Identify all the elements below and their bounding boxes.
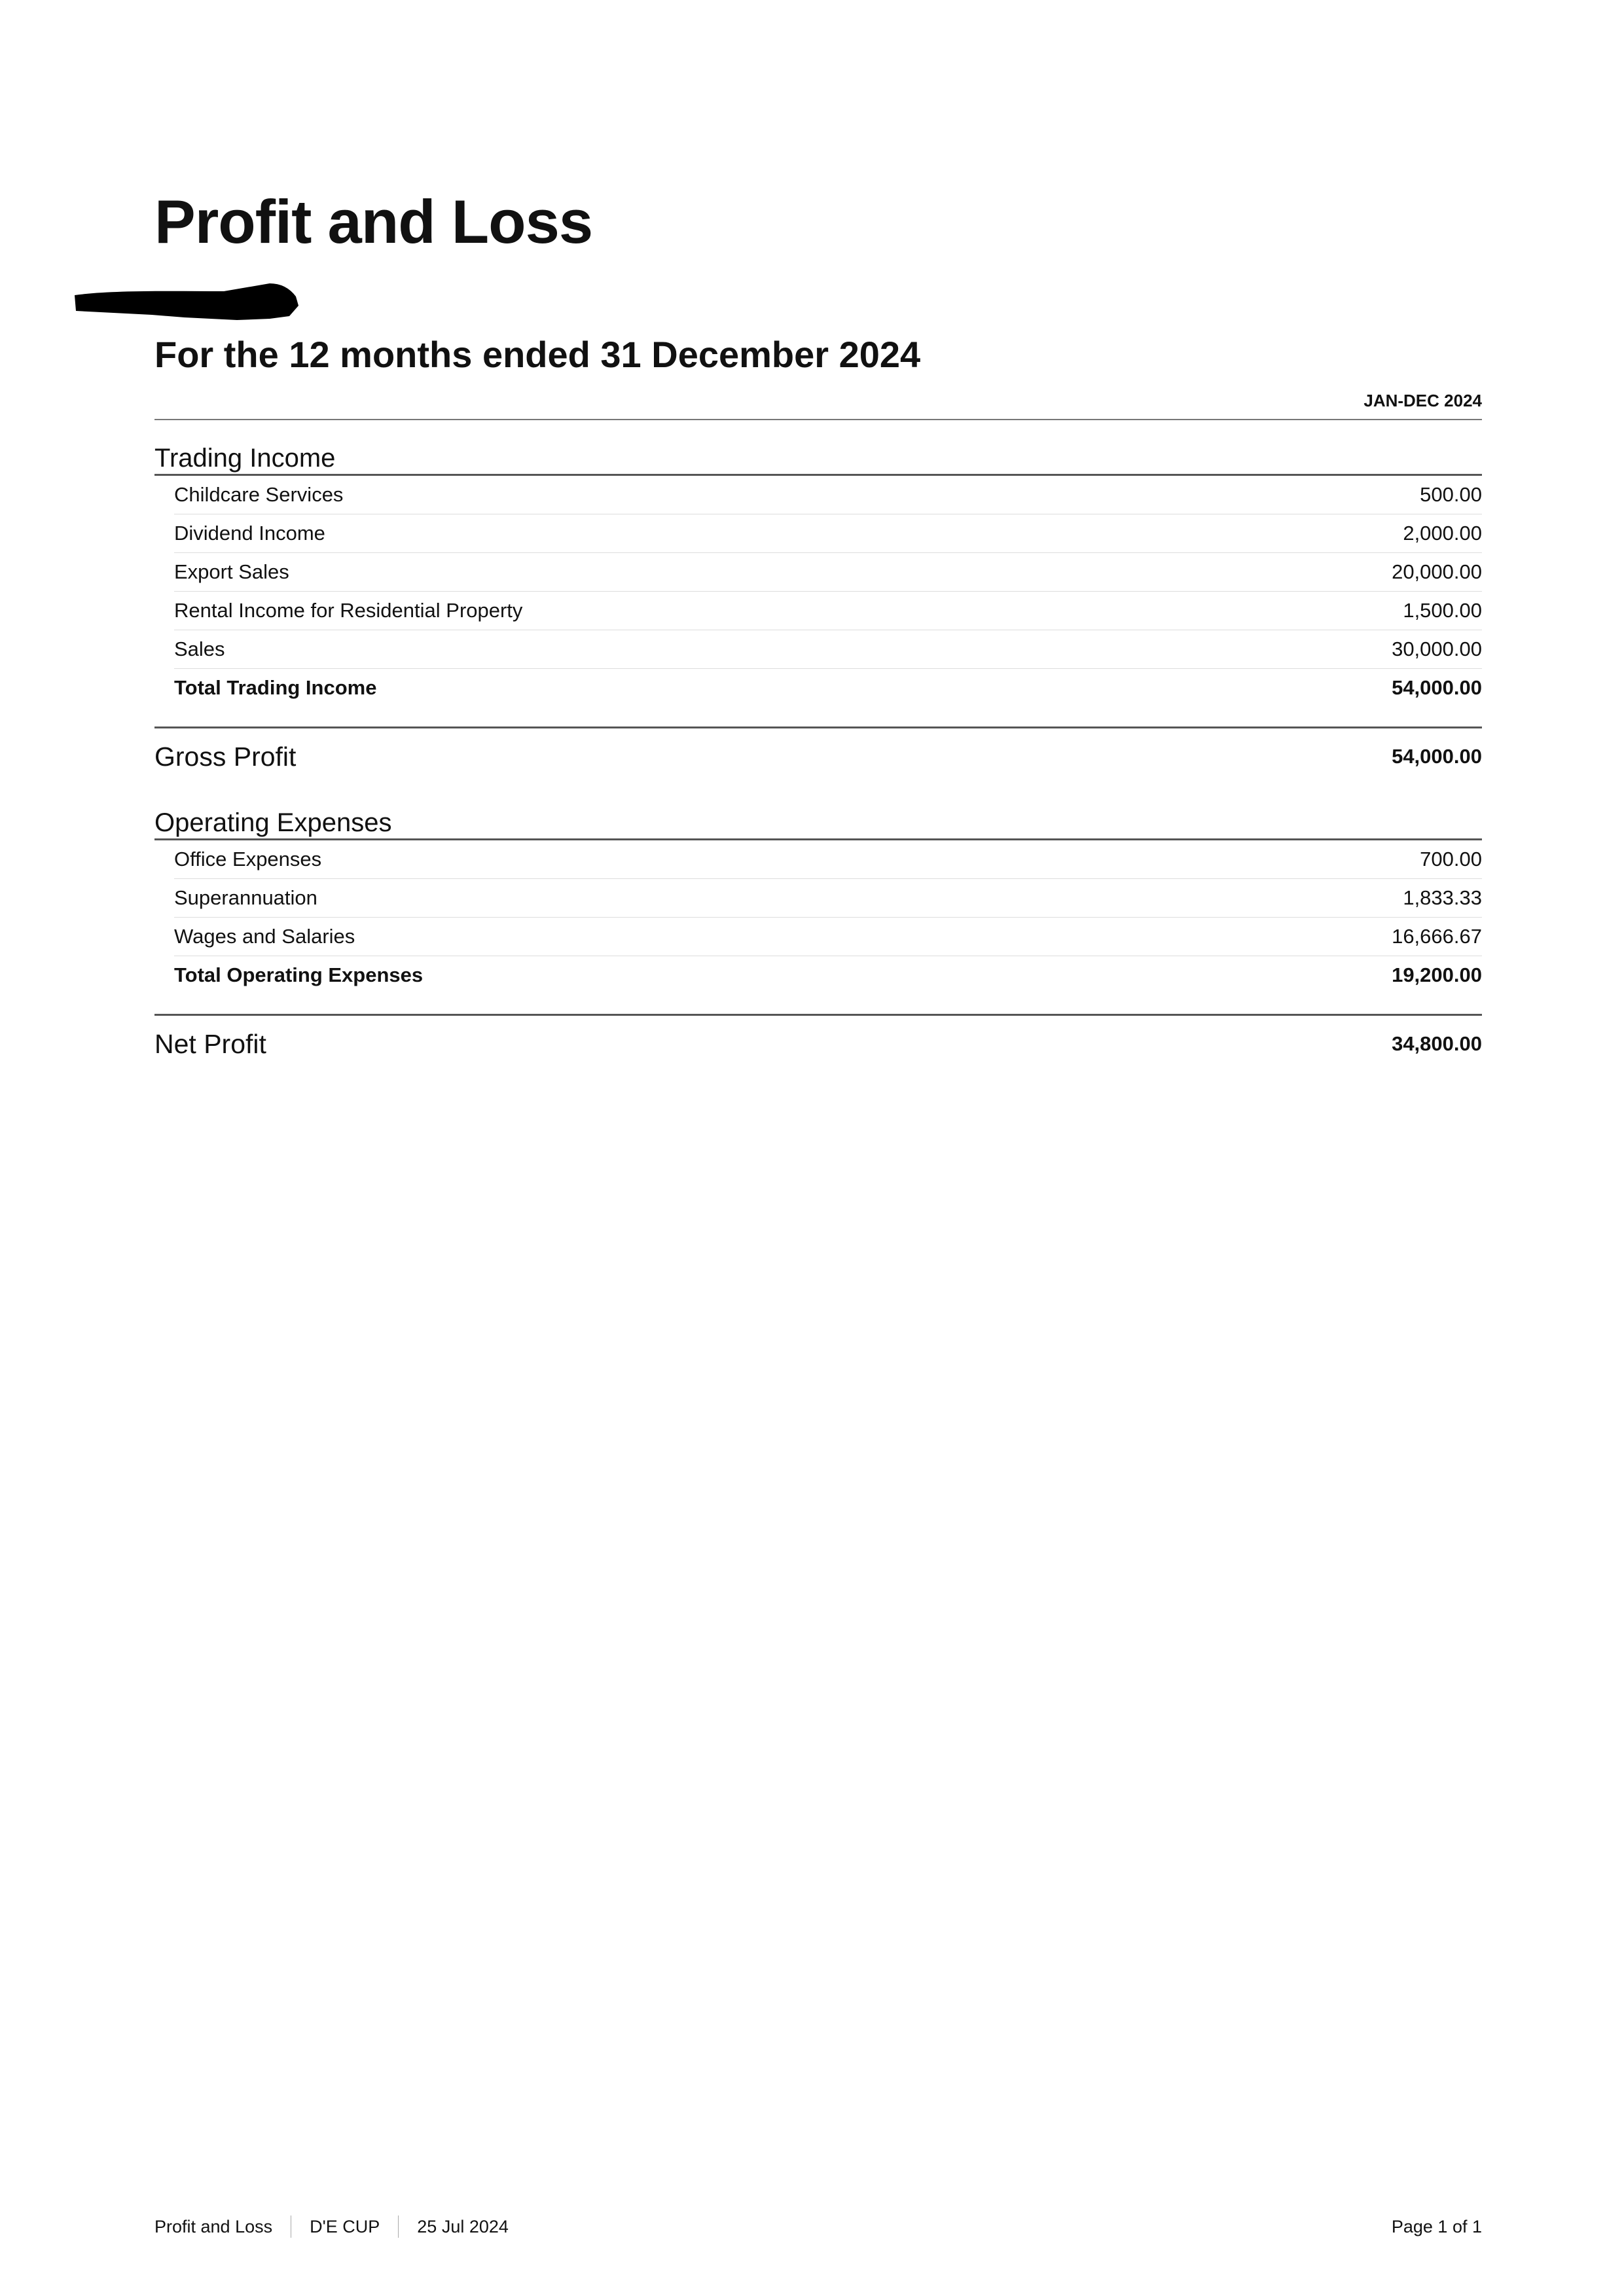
table-row <box>174 514 1482 553</box>
total-operating-expenses-row <box>174 956 1482 994</box>
column-header: JAN-DEC 2024 <box>1363 391 1482 410</box>
total-value: 54,000.00 <box>1392 676 1482 699</box>
total-trading-income-row <box>174 669 1482 707</box>
table-row <box>174 918 1482 956</box>
report-period: For the 12 months ended 31 December 2024 <box>154 334 921 375</box>
operating-expenses-section <box>154 785 1482 994</box>
row-label: Superannuation <box>174 886 317 909</box>
table-row <box>174 879 1482 918</box>
net-profit-value: 34,800.00 <box>1392 1032 1482 1055</box>
footer-organisation: D'E CUP <box>310 2216 380 2236</box>
total-value: 19,200.00 <box>1392 963 1482 986</box>
redaction-mark <box>73 278 299 331</box>
report-body <box>154 420 1482 1072</box>
table-row <box>174 553 1482 592</box>
page-title: Profit and Loss <box>154 187 593 256</box>
table-row <box>174 630 1482 669</box>
total-label: Total Operating Expenses <box>174 963 424 986</box>
gross-profit-label: Gross Profit <box>154 741 297 772</box>
row-label: Dividend Income <box>174 522 325 545</box>
row-value: 1,500.00 <box>1403 599 1482 622</box>
row-label: Office Expenses <box>174 848 322 870</box>
page-footer <box>154 2215 1482 2238</box>
gross-profit-value: 54,000.00 <box>1392 745 1482 768</box>
row-label: Export Sales <box>174 560 289 583</box>
table-row <box>174 592 1482 630</box>
table-row <box>174 476 1482 514</box>
footer-report-name: Profit and Loss <box>154 2216 273 2236</box>
trading-income-section <box>154 420 1482 707</box>
row-value: 16,666.67 <box>1392 925 1482 948</box>
footer-info <box>154 2215 509 2238</box>
net-profit-row <box>154 1014 1482 1072</box>
section-heading: Operating Expenses <box>154 785 1482 840</box>
total-label: Total Trading Income <box>174 676 377 699</box>
row-value: 2,000.00 <box>1403 522 1482 545</box>
row-value: 30,000.00 <box>1392 637 1482 660</box>
section-heading: Trading Income <box>154 420 1482 476</box>
footer-divider <box>398 2215 399 2238</box>
row-label: Wages and Salaries <box>174 925 355 948</box>
row-value: 700.00 <box>1420 848 1482 870</box>
row-value: 20,000.00 <box>1392 560 1482 583</box>
footer-date: 25 Jul 2024 <box>417 2216 509 2236</box>
row-value: 500.00 <box>1420 483 1482 506</box>
row-label: Childcare Services <box>174 483 344 506</box>
gross-profit-row <box>154 726 1482 785</box>
net-profit-label: Net Profit <box>154 1028 266 1059</box>
row-label: Rental Income for Residential Property <box>174 599 523 622</box>
row-value: 1,833.33 <box>1403 886 1482 909</box>
row-label: Sales <box>174 637 225 660</box>
page-number: Page 1 of 1 <box>1391 2216 1482 2236</box>
table-row <box>174 840 1482 879</box>
